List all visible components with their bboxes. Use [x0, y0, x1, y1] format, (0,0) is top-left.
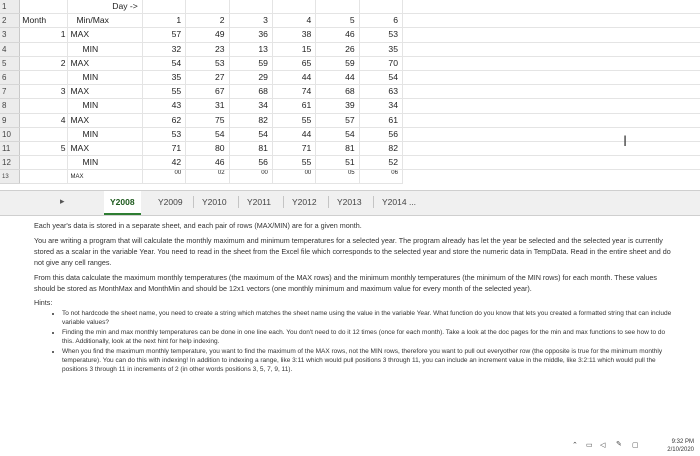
value-cell[interactable]: 81 [316, 141, 359, 155]
tab-y2008[interactable]: Y2008 [104, 191, 141, 215]
value-cell[interactable]: 26 [316, 42, 359, 56]
cell[interactable] [20, 0, 68, 14]
value-cell[interactable]: 55 [272, 113, 315, 127]
value-cell[interactable]: 74 [272, 85, 315, 99]
tab-y2011[interactable]: Y2011 [247, 197, 271, 207]
value-cell[interactable]: 34 [359, 99, 402, 113]
day-header-cell[interactable]: 5 [316, 14, 359, 28]
value-cell[interactable]: 43 [142, 99, 185, 113]
month-cell[interactable] [20, 127, 68, 141]
hints-list [34, 309, 674, 375]
value-cell[interactable]: 61 [272, 99, 315, 113]
day-header-cell[interactable]: 2 [186, 14, 229, 28]
value-cell[interactable]: 70 [359, 56, 402, 70]
row-number[interactable]: 9 [0, 113, 20, 127]
cell[interactable] [142, 0, 185, 14]
spreadsheet-grid [0, 0, 700, 184]
row-number[interactable]: 3 [0, 28, 20, 42]
value-cell[interactable]: 44 [316, 70, 359, 84]
value-cell[interactable]: 54 [359, 70, 402, 84]
value-cell[interactable]: 29 [229, 70, 272, 84]
paragraph-1: Each year's data is stored in a separate sheet, and each pair of rows (MAX/MIN) are for a given month. [34, 221, 362, 230]
tab-y2012[interactable]: Y2012 [292, 197, 317, 207]
minmax-header-cell[interactable]: Min/Max [68, 14, 142, 28]
value-cell[interactable]: 62 [142, 113, 185, 127]
value-cell[interactable]: 00 [272, 170, 315, 184]
cell[interactable] [316, 0, 359, 14]
minmax-cell[interactable]: MIN [68, 99, 142, 113]
row-number[interactable]: 11 [0, 141, 20, 155]
row-number[interactable]: 8 [0, 99, 20, 113]
value-cell[interactable]: 39 [316, 99, 359, 113]
value-cell[interactable]: 46 [316, 28, 359, 42]
paragraph-3: From this data calculate the maximum monthly temperatures (the maximum of the MAX rows) and the minimum monthly temperatures (the minimum of the MIN rows) for each month. These values should be stored as MonthMax and MonthMin and should be 12x1 vectors (one monthly minimum and maximum value for every month of the selected year). [34, 273, 658, 293]
value-cell[interactable]: 36 [229, 28, 272, 42]
minmax-cell[interactable]: MIN [68, 70, 142, 84]
value-cell[interactable]: 31 [186, 99, 229, 113]
value-cell[interactable]: 38 [272, 28, 315, 42]
value-cell[interactable]: 13 [229, 42, 272, 56]
cell[interactable] [20, 170, 68, 184]
table-row [0, 85, 700, 99]
table-row [0, 28, 700, 42]
row-number[interactable]: 5 [0, 56, 20, 70]
value-cell[interactable]: 54 [229, 127, 272, 141]
value-cell[interactable]: 44 [272, 70, 315, 84]
value-cell[interactable]: 53 [186, 56, 229, 70]
header-row-1 [0, 0, 700, 14]
value-cell[interactable]: 63 [359, 85, 402, 99]
value-cell[interactable]: 55 [142, 85, 185, 99]
tab-scroll-arrow-icon[interactable]: ▸ [60, 196, 65, 206]
value-cell[interactable]: 34 [229, 99, 272, 113]
value-cell[interactable]: 00 [229, 170, 272, 184]
day-header-cell[interactable]: 6 [359, 14, 402, 28]
tab-divider [193, 196, 194, 208]
value-cell[interactable]: 05 [316, 170, 359, 184]
chevron-up-icon[interactable]: ⌃ [572, 442, 578, 449]
tab-divider [328, 196, 329, 208]
value-cell[interactable]: 35 [142, 70, 185, 84]
hint-item: • Finding the min and max monthly temperatures can be done in one line each. You don't need to do it 12 times (once for each month). Take a look at the doc pages for the min and max functions to see how to do this. Additionally, look at the next hint for help indexing. [62, 328, 674, 347]
value-cell[interactable]: 02 [186, 170, 229, 184]
tab-y2014[interactable]: Y2014 ... [382, 197, 417, 207]
cell[interactable] [402, 70, 700, 84]
minmax-cell[interactable]: MIN [68, 42, 142, 56]
value-cell[interactable]: 71 [272, 141, 315, 155]
value-cell[interactable]: 54 [142, 56, 185, 70]
month-header-cell[interactable]: Month [20, 14, 68, 28]
value-cell[interactable]: 82 [359, 141, 402, 155]
day-header-cell[interactable]: 3 [229, 14, 272, 28]
cell[interactable] [402, 156, 700, 170]
value-cell[interactable]: 55 [272, 156, 315, 170]
cell[interactable] [402, 56, 700, 70]
tab-y2013[interactable]: Y2013 [337, 197, 362, 207]
value-cell[interactable]: 56 [359, 127, 402, 141]
tab-divider [373, 196, 374, 208]
cell[interactable] [402, 42, 700, 56]
month-cell[interactable] [20, 99, 68, 113]
day-header-cell[interactable]: 4 [272, 14, 315, 28]
cell[interactable] [402, 141, 700, 155]
hint-item: • To not hardcode the sheet name, you need to create a string which matches the sheet name using the value in the variable Year. What function do you know that lets you created a formatted string that can include variable values? [62, 309, 674, 328]
minmax-cell[interactable]: MIN [68, 156, 142, 170]
value-cell[interactable]: 80 [186, 141, 229, 155]
cell[interactable] [272, 0, 315, 14]
value-cell[interactable]: 27 [186, 70, 229, 84]
minmax-cell[interactable]: MIN [68, 127, 142, 141]
minmax-cell[interactable]: MAX [68, 85, 142, 99]
cell[interactable] [402, 113, 700, 127]
value-cell[interactable]: 44 [272, 127, 315, 141]
system-tray [520, 436, 700, 456]
table-row [0, 70, 700, 84]
clock[interactable] [667, 438, 694, 454]
cell[interactable] [402, 127, 700, 141]
cell[interactable] [402, 28, 700, 42]
pen-icon[interactable]: ✎ [616, 441, 622, 448]
table-row [0, 113, 700, 127]
month-cell[interactable] [20, 156, 68, 170]
month-cell[interactable] [20, 42, 68, 56]
value-cell[interactable]: 46 [186, 156, 229, 170]
cell[interactable] [359, 0, 402, 14]
value-cell[interactable]: 57 [316, 113, 359, 127]
tab-divider [283, 196, 284, 208]
value-cell[interactable]: 51 [316, 156, 359, 170]
value-cell[interactable]: 49 [186, 28, 229, 42]
month-cell[interactable]: 5 [20, 141, 68, 155]
header-row-2 [0, 14, 700, 28]
value-cell[interactable]: 23 [186, 42, 229, 56]
value-cell[interactable]: 32 [142, 42, 185, 56]
day-label-cell[interactable]: Day -> [68, 0, 142, 14]
volume-icon[interactable]: ◁ [600, 442, 606, 449]
value-cell[interactable]: 53 [359, 28, 402, 42]
value-cell[interactable]: 42 [142, 156, 185, 170]
row-number[interactable]: 6 [0, 70, 20, 84]
text-cursor-icon: I [623, 134, 628, 150]
value-cell[interactable]: 59 [229, 56, 272, 70]
hint-item: • When you find the maximum monthly temperature, you want to find the maximum of the MAX rows, not the MIN rows, therefore you want to pull out everyother row (the opposite is true for the minimum monthly temperature). You can do this with indexing! In addition to indexing a range, like 3:11 which would pull positions 3 through 11, you can include an increment value in the middle, like 3:2:11 which would pull the positions 3 through 11 in increments of 2 (in other words positions 3, 5, 7, 9, 11). [62, 347, 674, 375]
spreadsheet [0, 0, 700, 214]
month-cell[interactable]: 3 [20, 85, 68, 99]
table-row-partial [0, 170, 700, 184]
value-cell[interactable]: 06 [359, 170, 402, 184]
month-cell[interactable]: 1 [20, 28, 68, 42]
value-cell[interactable]: 68 [316, 85, 359, 99]
value-cell[interactable]: 52 [359, 156, 402, 170]
value-cell[interactable]: 75 [186, 113, 229, 127]
problem-statement [34, 220, 674, 375]
tab-y2010[interactable]: Y2010 [202, 197, 227, 207]
table-row [0, 141, 700, 155]
minmax-cell[interactable]: MAX [68, 170, 142, 184]
minmax-cell[interactable]: MAX [68, 28, 142, 42]
sheet-tab-bar [0, 190, 700, 216]
value-cell[interactable]: 54 [316, 127, 359, 141]
row-number[interactable]: 13 [0, 170, 20, 184]
value-cell[interactable]: 53 [142, 127, 185, 141]
month-cell[interactable] [20, 70, 68, 84]
tab-divider [238, 196, 239, 208]
month-cell[interactable]: 4 [20, 113, 68, 127]
table-row [0, 127, 700, 141]
cell[interactable] [402, 14, 700, 28]
value-cell[interactable]: 68 [229, 85, 272, 99]
table-row [0, 42, 700, 56]
minmax-cell[interactable]: MAX [68, 113, 142, 127]
value-cell[interactable]: 71 [142, 141, 185, 155]
day-header-cell[interactable]: 1 [142, 14, 185, 28]
value-cell[interactable]: 56 [229, 156, 272, 170]
row-number[interactable]: 12 [0, 156, 20, 170]
value-cell[interactable]: 81 [229, 141, 272, 155]
clock-date: 2/10/2020 [667, 447, 694, 453]
row-number[interactable]: 10 [0, 127, 20, 141]
battery-icon[interactable]: ▭ [586, 442, 593, 449]
month-cell[interactable]: 2 [20, 56, 68, 70]
cell[interactable] [402, 0, 700, 14]
cell[interactable] [402, 85, 700, 99]
row-number[interactable]: 4 [0, 42, 20, 56]
value-cell[interactable]: 35 [359, 42, 402, 56]
cell[interactable] [186, 0, 229, 14]
table-row [0, 56, 700, 70]
value-cell[interactable]: 61 [359, 113, 402, 127]
minmax-cell[interactable]: MAX [68, 56, 142, 70]
value-cell[interactable]: 57 [142, 28, 185, 42]
clock-time: 9:32 PM [671, 439, 694, 445]
value-cell[interactable]: 65 [272, 56, 315, 70]
value-cell[interactable]: 67 [186, 85, 229, 99]
row-number[interactable]: 2 [0, 14, 20, 28]
row-number[interactable]: 7 [0, 85, 20, 99]
paragraph-2: You are writing a program that will calculate the monthly maximum and minimum temperatures for a selected year. The program already has let the year be selected and the selected year is currently stored as a scalar in the variable Year. You need to read in the sheet from the Excel file which corresponds to the selected year and store the numeric data in TempData. Read in the entire sheet and do not give any cell ranges. [34, 236, 671, 267]
cell[interactable] [229, 0, 272, 14]
cell[interactable] [402, 99, 700, 113]
value-cell[interactable]: 00 [142, 170, 185, 184]
value-cell[interactable]: 54 [186, 127, 229, 141]
value-cell[interactable]: 15 [272, 42, 315, 56]
hints-heading: Hints: [34, 298, 53, 307]
tab-y2009[interactable]: Y2009 [158, 197, 183, 207]
minmax-cell[interactable]: MAX [68, 141, 142, 155]
table-row [0, 99, 700, 113]
value-cell[interactable]: 82 [229, 113, 272, 127]
table-row [0, 156, 700, 170]
row-number[interactable]: 1 [0, 0, 20, 14]
value-cell[interactable]: 59 [316, 56, 359, 70]
notification-icon[interactable]: ▢ [632, 442, 639, 449]
